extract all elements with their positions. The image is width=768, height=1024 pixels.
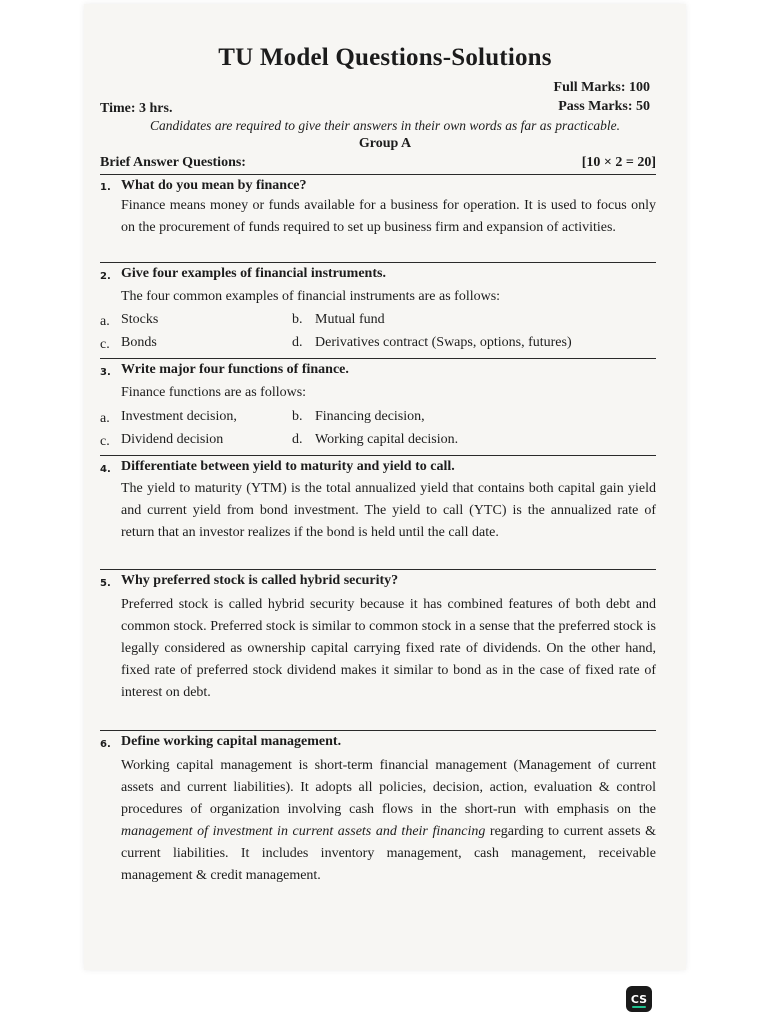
divider bbox=[100, 730, 656, 731]
question-number: 3. bbox=[100, 367, 111, 378]
list-item: Mutual fund bbox=[315, 312, 385, 327]
divider bbox=[100, 174, 656, 175]
list-label: d. bbox=[292, 432, 303, 447]
question-text: What do you mean by finance? bbox=[121, 178, 307, 193]
section-title: Brief Answer Questions: bbox=[100, 155, 246, 170]
page-title: TU Model Questions-Solutions bbox=[218, 44, 552, 71]
list-label: b. bbox=[292, 409, 303, 424]
answer-text-part: Working capital management is short-term financial management (Management of current assets and current liabilities). It adopts all policies, decision, action, evaluation & control procedures of organization involving cash flows in the short-run with emphasis on the bbox=[121, 758, 656, 817]
list-item: Derivatives contract (Swaps, options, futures) bbox=[315, 335, 572, 350]
question-number: 5. bbox=[100, 578, 111, 589]
list-item: Dividend decision bbox=[121, 432, 224, 447]
exam-time: Time: 3 hrs. bbox=[100, 101, 173, 116]
question-text: Why preferred stock is called hybrid security? bbox=[121, 573, 399, 588]
list-label: c. bbox=[100, 337, 110, 352]
group-label: Group A bbox=[358, 136, 412, 151]
answer-text-part: regarding to current assets & current liabilities. It includes inventory management, cash management, receivable management & credit management. bbox=[121, 824, 656, 883]
answer-text bbox=[121, 755, 656, 887]
instructions: Candidates are required to give their answers in their own words as far as practicable. bbox=[149, 118, 621, 133]
question-number: 4. bbox=[100, 464, 111, 475]
question-text: Write major four functions of finance. bbox=[121, 362, 349, 377]
list-item: Stocks bbox=[121, 312, 159, 327]
list-label: d. bbox=[292, 335, 303, 350]
list-item: Financing decision, bbox=[315, 409, 425, 424]
section-marks: [10 × 2 = 20] bbox=[581, 155, 656, 170]
list-item: Investment decision, bbox=[121, 409, 237, 424]
section-heading bbox=[100, 155, 656, 171]
camscanner-logo-icon: CS bbox=[626, 986, 652, 1012]
answer-text: Finance means money or funds available for a business for operation. It is used to focus only on the procurement of funds required to set up business firm and expansion of activities. bbox=[121, 198, 656, 235]
answer-intro: Finance functions are as follows: bbox=[121, 385, 307, 400]
divider bbox=[100, 569, 656, 570]
question-number: 2. bbox=[100, 271, 111, 282]
divider bbox=[100, 455, 656, 456]
question-text: Define working capital management. bbox=[121, 734, 342, 749]
list-label: c. bbox=[100, 434, 110, 449]
pass-marks: Pass Marks: 50 bbox=[558, 99, 650, 114]
list-label: a. bbox=[100, 314, 110, 329]
divider bbox=[100, 358, 656, 359]
answer-text: Preferred stock is called hybrid security because it has combined features of both debt and common stock. Preferred stock is similar to common stock in a sense that the preferred stock is legally considered as ownership capital carrying fixed rate of dividends. On the other hand, fixed rate of preferred stock dividend makes it similar to bond as in the case of fixed rate of interest on debt. bbox=[121, 597, 656, 700]
list-label: b. bbox=[292, 312, 303, 327]
divider bbox=[100, 262, 656, 263]
answer-intro: The four common examples of financial instruments are as follows: bbox=[121, 289, 501, 304]
list-label: a. bbox=[100, 411, 110, 426]
list-item: Working capital decision. bbox=[315, 432, 459, 447]
answer-text-emphasis: management of investment in current assets and their financing bbox=[121, 824, 486, 839]
question-number: 6. bbox=[100, 739, 111, 750]
full-marks: Full Marks: 100 bbox=[553, 80, 650, 95]
answer-text: The yield to maturity (YTM) is the total annualized yield that contains both capital gain yield and current yield from bond investment. The yield to call (YTC) is the annualized rate of return that an investor realizes if the bond is held until the call date. bbox=[121, 481, 656, 540]
question-text: Give four examples of financial instruments. bbox=[121, 266, 386, 281]
list-item: Bonds bbox=[121, 335, 157, 350]
question-text: Differentiate between yield to maturity and yield to call. bbox=[121, 459, 455, 474]
question-number: 1. bbox=[100, 182, 111, 193]
